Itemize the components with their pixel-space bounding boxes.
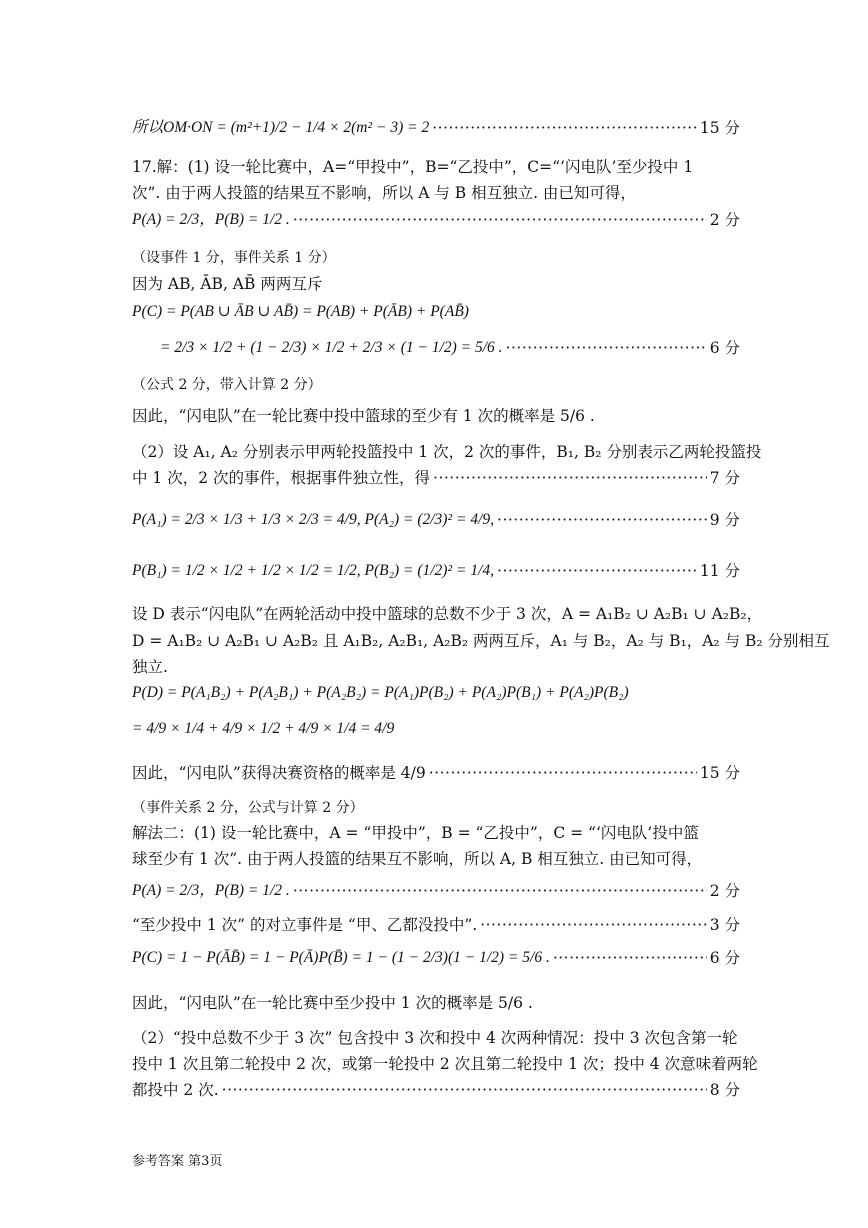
line-30-text: 都投中 2 次.	[132, 1081, 219, 1099]
line-11: （2）设 A₁, A₂ 分别表示甲两轮投篮投中 1 次，2 次的事件，B₁, B₂ 分别表示乙两轮投篮投	[132, 443, 762, 461]
line-6: 因为 AB, ĀB, AB̄ 两两互斥	[132, 275, 323, 293]
leader-dots	[429, 762, 697, 784]
score: 6 分	[709, 949, 740, 967]
score: 15 分	[699, 119, 740, 137]
score: 7 分	[709, 469, 740, 487]
leader-dots	[433, 467, 707, 489]
line-12-text: 中 1 次，2 次的事件，根据事件独立性，得	[132, 469, 431, 487]
formula-pc-2: P(C) = 1 − P(ĀB̄) = 1 − P(Ā)P(B̄) = 1 − (1 − 2/3)(1 − 1/2) = 5/6 .	[132, 949, 550, 966]
line-25	[132, 914, 740, 936]
leader-dots	[480, 914, 707, 936]
leader-dots	[497, 509, 707, 531]
leader-dots	[293, 880, 707, 902]
formula-pa-pb: P(A) = 2/3，P(B) = 1/2 .	[132, 211, 290, 228]
formula-pb1-pb2: P(B₁) = 1/2 × 1/2 + 1/2 × 1/2 = 1/2, P(B₂) = (1/2)² = 1/4,	[132, 562, 495, 579]
leader-dots	[432, 117, 697, 139]
formula-pc: = 2/3 × 1/2 + (1 − 2/3) × 1/2 + 2/3 × (1 − 1/2) = 5/6 .	[160, 339, 503, 356]
leader-dots	[553, 947, 707, 969]
line-30	[132, 1079, 740, 1101]
line-15: 设 D 表示“闪电队”在两轮活动中投中篮球的总数不少于 3 次，A = A₁B₂ ∪ A₂B₁ ∪ A₂B₂，	[132, 605, 763, 623]
line-19-formula: = 4/9 × 1/4 + 4/9 × 1/2 + 4/9 × 1/4 = 4/9	[132, 720, 395, 737]
line-9: （公式 2 分，带入计算 2 分）	[132, 377, 322, 393]
line-7-formula: P(C) = P(AB ∪ ĀB ∪ AB̄) = P(AB) + P(ĀB) + P(AB̄)	[132, 303, 469, 320]
line-16: D = A₁B₂ ∪ A₂B₁ ∪ A₂B₂ 且 A₁B₂, A₂B₁, A₂B₂ 两两互斥，A₁ 与 B₂，A₂ 与 B₁，A₂ 与 B₂ 分别相互	[132, 632, 830, 650]
line-17: 独立.	[132, 658, 168, 676]
score: 8 分	[709, 1081, 740, 1099]
line-26	[132, 947, 740, 969]
leader-dots	[497, 560, 697, 582]
line-1	[132, 117, 740, 139]
line-29: 投中 1 次且第二轮投中 2 次，或第一轮投中 2 次且第二轮投中 1 次；投中 4 次意味着两轮	[132, 1055, 758, 1073]
formula-pa1-pa2: P(A₁) = 2/3 × 1/3 + 1/3 × 2/3 = 4/9, P(A₂) = (2/3)² = 4/9,	[132, 511, 495, 528]
page-footer: 参考答案 第3页	[132, 1154, 223, 1169]
leader-dots	[222, 1079, 707, 1101]
line-20-text: 因此，“闪电队”获得决赛资格的概率是 4/9	[132, 764, 426, 782]
score: 11 分	[699, 562, 740, 580]
line-5: （设事件 1 分，事件关系 1 分）	[132, 250, 336, 266]
line-22: 解法二：(1) 设一轮比赛中，A = “甲投中”，B = “乙投中”，C = “‘闪电队’投中篮	[132, 824, 699, 842]
line-23: 球至少有 1 次”. 由于两人投篮的结果互不影响，所以 A, B 相互独立. 由已知可得，	[132, 850, 703, 868]
score: 3 分	[709, 916, 740, 934]
line-27: 因此，“闪电队”在一轮比赛中至少投中 1 次的概率是 5/6 .	[132, 994, 533, 1012]
line-24	[132, 880, 740, 902]
leader-dots	[506, 337, 707, 359]
leader-dots	[293, 209, 707, 231]
line-25-text: “至少投中 1 次” 的对立事件是 “甲、乙都没投中”.	[132, 916, 478, 934]
line-3: 次”. 由于两人投篮的结果互不影响，所以 A 与 B 相互独立. 由已知可得，	[132, 184, 636, 202]
line-20	[132, 762, 740, 784]
line-21: （事件关系 2 分，公式与计算 2 分）	[132, 800, 364, 816]
line-18-formula: P(D) = P(A₁B₂) + P(A₂B₁) + P(A₂B₂) = P(A₁)P(B₂) + P(A₂)P(B₁) + P(A₂)P(B₂)	[132, 684, 629, 701]
score: 2 分	[709, 882, 740, 900]
score: 2 分	[709, 211, 740, 229]
formula-pa-pb-2: P(A) = 2/3，P(B) = 1/2 .	[132, 882, 290, 899]
score: 6 分	[709, 339, 740, 357]
line-8	[160, 337, 740, 359]
line-12	[132, 467, 740, 489]
line-14	[132, 560, 740, 582]
line-13	[132, 509, 740, 531]
line-2: 17.解：(1) 设一轮比赛中，A=“甲投中”，B=“乙投中”，C=“‘闪电队’至少投中 1	[132, 158, 694, 176]
line-4	[132, 209, 740, 231]
score: 15 分	[699, 764, 740, 782]
formula-om-on: 所以OM·ON = (m²+1)/2 − 1/4 × 2(m² − 3) = 2	[132, 119, 430, 136]
line-28: （2）“投中总数不少于 3 次” 包含投中 3 次和投中 4 次两种情况：投中 3 次包含第一轮	[132, 1029, 738, 1047]
score: 9 分	[709, 511, 740, 529]
line-10: 因此，“闪电队”在一轮比赛中投中篮球的至少有 1 次的概率是 5/6 .	[132, 407, 595, 425]
